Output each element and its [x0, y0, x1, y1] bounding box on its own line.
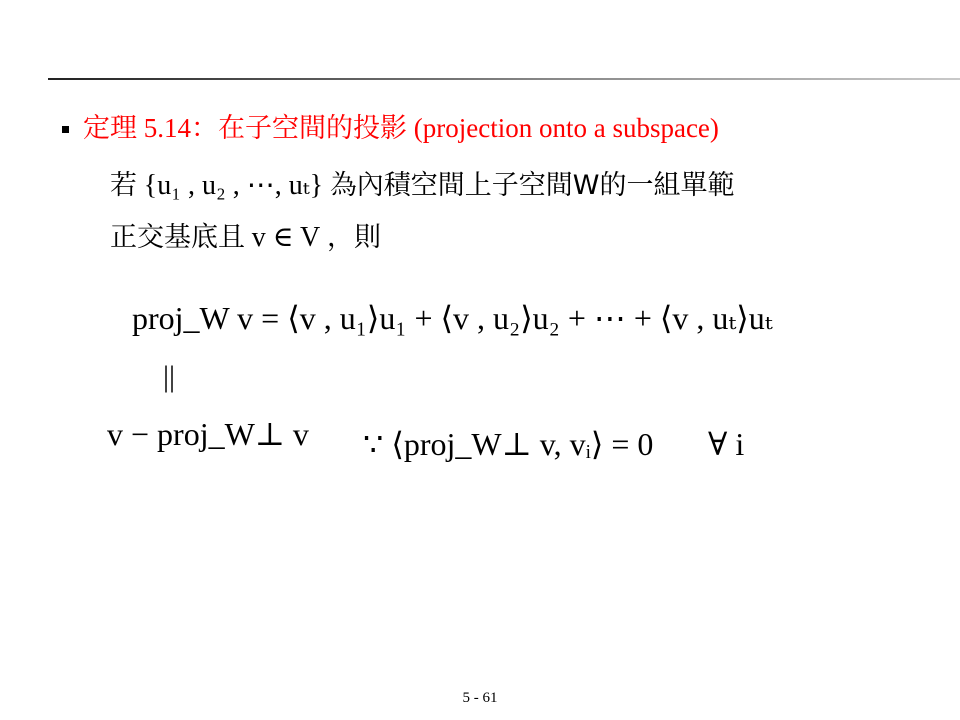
title-divider	[48, 78, 960, 80]
vector-membership: v ∈ V	[251, 222, 321, 253]
theorem-heading-text: 定理 5.14：在子空間的投影 (projection onto a subspace)	[83, 113, 719, 143]
bullet-icon	[62, 126, 69, 133]
statement-suffix: 為內積空間上子空間W的一組單範	[329, 170, 735, 201]
complement-equation: v − proj_W⊥ v	[107, 416, 309, 452]
statement-line2-prefix: 正交基底且	[110, 222, 245, 253]
orthonormal-basis-set: {u₁ , u₂ , ⋯, uₜ}	[143, 170, 324, 201]
projection-equation: proj_W v = ⟨v , u₁⟩u₁ + ⟨v , u₂⟩u₂ + ⋯ + ⟨v , uₜ⟩uₜ	[132, 300, 773, 336]
forall-quantifier: ∀ i	[708, 426, 745, 462]
statement-prefix: 若	[110, 170, 137, 201]
statement-line-1	[110, 165, 735, 206]
statement-line-2	[110, 217, 381, 258]
theorem-heading	[62, 110, 719, 146]
parallel-symbol: ||	[163, 360, 176, 393]
statement-line2-suffix: ，則	[326, 222, 381, 253]
page-number: 5 - 61	[462, 690, 498, 706]
orthogonality-equation: ∵ ⟨proj_W⊥ v, vᵢ⟩ = 0	[363, 426, 654, 462]
